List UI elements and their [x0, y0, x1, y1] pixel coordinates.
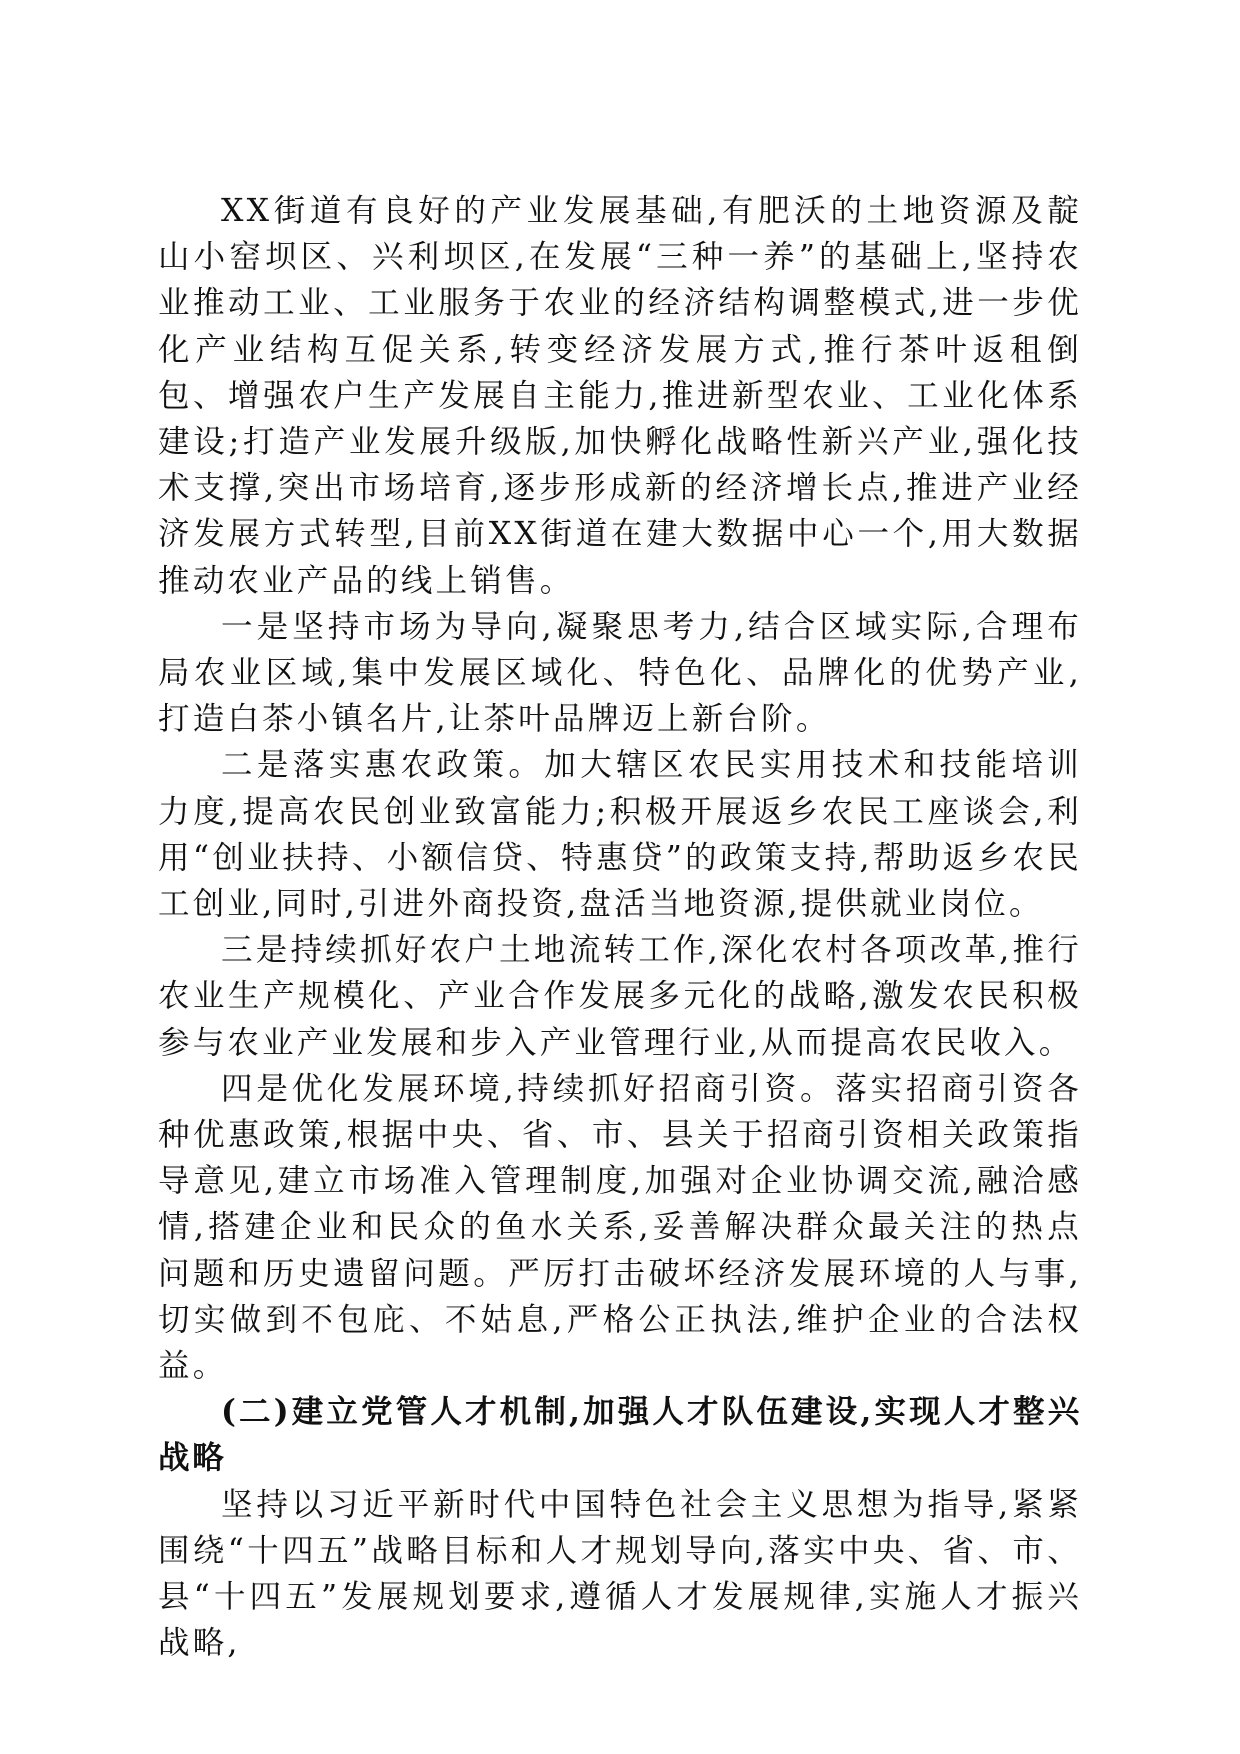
- section-heading-talent: (二)建立党管人才机制,加强人才队伍建设,实现人才整兴战略: [158, 1393, 1082, 1477]
- paragraph-point-four: 四是优化发展环境,持续抓好招商引资。落实招商引资各种优惠政策,根据中央、省、市、县关于招商引资相关政策指导意见,建立市场准入管理制度,加强对企业协调交流,融洽感情,搭建企业和民众的鱼水关系,妥善解决群众最关注的热点问题和历史遗留问题。严厉打击破坏经济发展环境的人与事,切实做到不包庇、不姑息,严格公正执法,维护企业的合法权益。: [158, 1070, 1082, 1385]
- document-body: [158, 188, 1082, 1667]
- paragraph-point-three: 三是持续抓好农户土地流转工作,深化农村各项改革,推行农业生产规模化、产业合作发展多元化的战略,激发农民积极参与农业产业发展和步入产业管理行业,从而提高农民收入。: [158, 932, 1082, 1061]
- paragraph-industry-foundation: XX街道有良好的产业发展基础,有肥沃的土地资源及靛山小窑坝区、兴利坝区,在发展“三种一养”的基础上,坚持农业推动工业、工业服务于农业的经济结构调整模式,进一步优化产业结构互促关系,转变经济发展方式,推行茶叶返租倒包、增强农户生产发展自主能力,推进新型农业、工业化体系建设;打造产业发展升级版,加快孵化战略性新兴产业,强化技术支撑,突出市场培育,逐步形成新的经济增长点,推进产业经济发展方式转型,目前XX街道在建大数据中心一个,用大数据推动农业产品的线上销售。: [158, 193, 1082, 599]
- paragraph-point-two: 二是落实惠农政策。加大辖区农民实用技术和技能培训力度,提高农民创业致富能力;积极开展返乡农民工座谈会,利用“创业扶持、小额信贷、特惠贷”的政策支持,帮助返乡农民工创业,同时,引进外商投资,盘活当地资源,提供就业岗位。: [158, 747, 1082, 923]
- paragraph-point-one: 一是坚持市场为导向,凝聚思考力,结合区域实际,合理布局农业区域,集中发展区域化、特色化、品牌化的优势产业,打造白茶小镇名片,让茶叶品牌迈上新台阶。: [158, 608, 1082, 738]
- paragraph-talent-intro: 坚持以习近平新时代中国特色社会主义思想为指导,紧紧围绕“十四五”战略目标和人才规划导向,落实中央、省、市、县“十四五”发展规划要求,遵循人才发展规律,实施人才振兴战略,: [158, 1486, 1082, 1662]
